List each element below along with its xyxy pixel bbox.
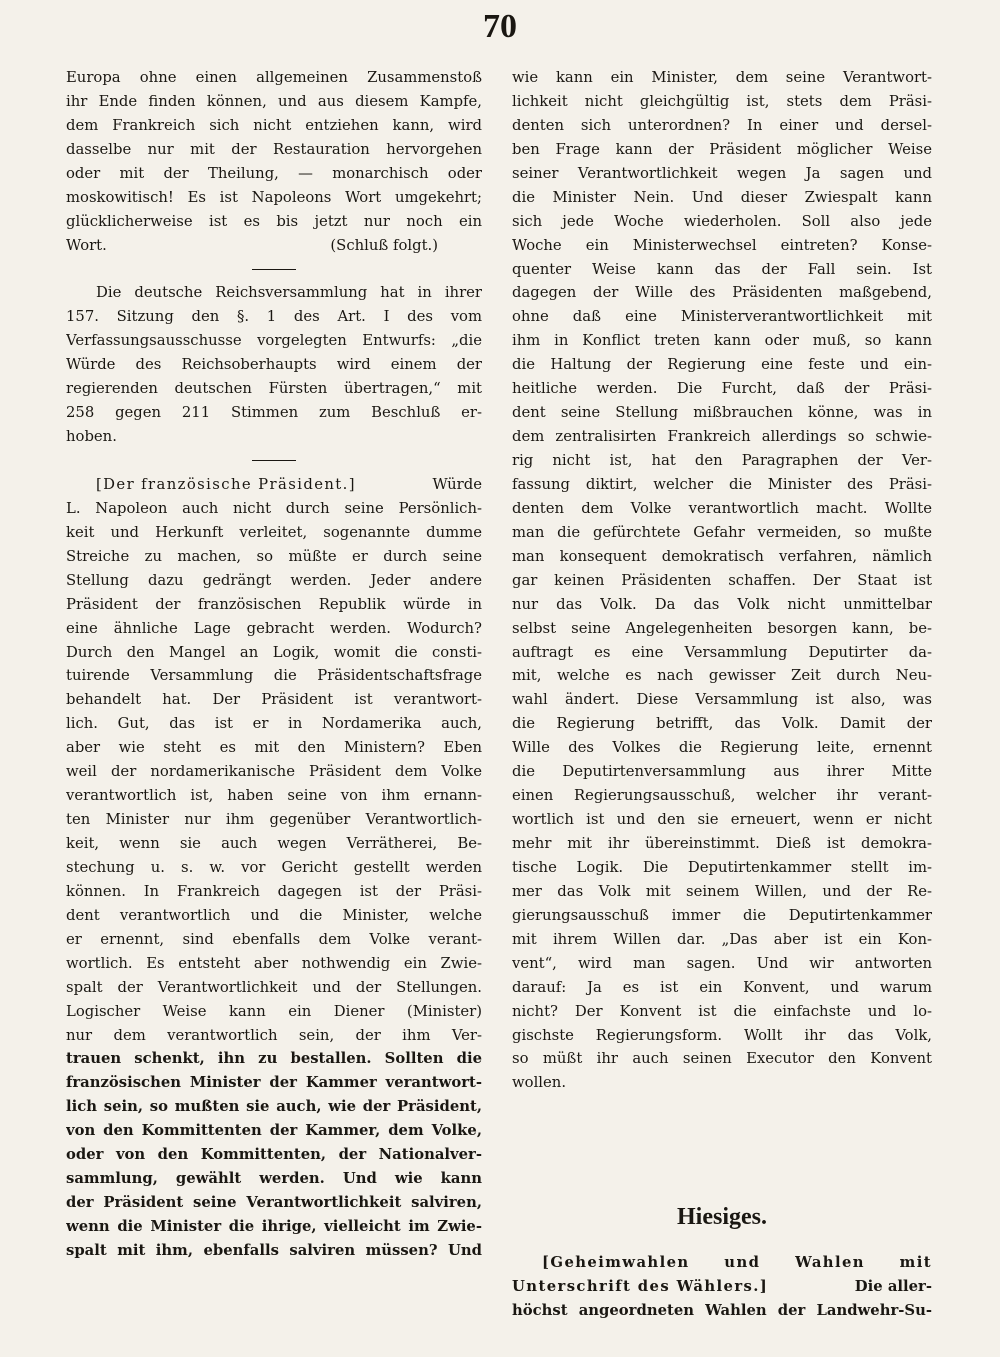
text-line: spalt der Verantwortlichkeit und der Stellungen. (66, 978, 482, 996)
text-line: wahl ändert. Diese Versammlung ist also, was (512, 691, 932, 709)
text-line: weil der nordamerikanische Präsident dem Volke (66, 763, 482, 781)
text-line: 258 gegen 211 Stimmen zum Beschluß er- (66, 404, 482, 422)
text-line: Streiche zu machen, so müßte er durch seine (66, 547, 482, 565)
text-line: Woche ein Ministerwechsel eintreten? Konse- (512, 236, 932, 254)
text-line: mit ihrem Willen dar. „Das aber ist ein Kon- (512, 930, 932, 948)
text-line: dem zentralisirten Frankreich allerdings so schwie- (512, 428, 932, 446)
section-heading: Hiesiges. (677, 1204, 767, 1231)
text-line: mer das Volk mit seinem Willen, und der Re- (512, 882, 932, 900)
text-line: ben Frage kann der Präsident möglicher Weise (512, 140, 932, 158)
text-line: dent verantwortlich und die Minister, welche (66, 906, 482, 924)
text-line: rig nicht ist, hat den Paragraphen der Ver- (512, 452, 932, 469)
text-line: trauen schenkt, ihn zu bestallen. Sollten die (66, 1050, 482, 1068)
section-divider (66, 258, 482, 282)
text-fragment: Würde (432, 475, 482, 493)
text-line: die Haltung der Regierung eine feste und ein- (512, 356, 932, 374)
text-line: Verfassungsausschusse vorgelegten Entwurfs: „die (66, 332, 482, 350)
text-line: spalt mit ihm, ebenfalls salviren müssen? Und (66, 1241, 482, 1259)
text-line: Europa ohne einen allgemeinen Zusammenstoß (66, 69, 482, 86)
text-line: Präsident der französischen Republik würde in (66, 595, 482, 613)
left-column (66, 66, 482, 1263)
text-line: verantwortlich ist, haben seine von ihm ernann- (66, 787, 482, 805)
text-line (66, 234, 482, 258)
text-line: die Deputirtenversammlung aus ihrer Mitte (512, 763, 932, 781)
text-line: die Minister Nein. Und dieser Zwiespalt kann (512, 188, 932, 206)
text-line (512, 1275, 932, 1299)
text-line: ohne daß eine Ministerverantwortlichkeit mit (512, 308, 932, 326)
text-line: dasselbe nur mit der Restauration hervorgehen (66, 140, 482, 158)
text-line: so müßt ihr auch seinen Executor den Konvent (512, 1050, 932, 1068)
text-line: mit, welche es nach gewisser Zeit durch Neu- (512, 667, 932, 685)
article-heading: [Geheimwahlen und Wahlen mit (542, 1254, 932, 1272)
text-line: behandelt hat. Der Präsident ist verantwort- (66, 691, 482, 709)
text-line: Würde des Reichsoberhaupts wird einem der (66, 356, 482, 374)
text-line: Wille des Volkes die Regierung leite, ernennt (512, 739, 932, 757)
text-line: aber wie steht es mit den Ministern? Eben (66, 739, 482, 757)
text-line: man die gefürchtete Gefahr vermeiden, so mußte (512, 523, 932, 541)
text-line: lich sein, so mußten sie auch, wie der Präsident, (66, 1098, 482, 1116)
text-line: keit, wenn sie auch wegen Verrätherei, Be- (66, 835, 482, 852)
text-line: wollen. (512, 1074, 567, 1092)
text-line: darauf: Ja es ist ein Konvent, und warum (512, 978, 932, 996)
text-line: heitliche werden. Die Furcht, daß der Präsi- (512, 380, 932, 398)
text-fragment: Die aller- (854, 1278, 932, 1296)
text-line: 157. Sitzung den §. 1 des Art. I des vom (66, 308, 482, 326)
text-line: höchst angeordneten Wahlen der Landwehr-Su- (512, 1302, 932, 1320)
text-line: quenter Weise kann das der Fall sein. Ist (512, 260, 932, 278)
text-line: gischste Regierungsform. Wollt ihr das Volk, (512, 1026, 932, 1044)
text-line: selbst seine Angelegenheiten besorgen kann, be- (512, 619, 932, 637)
text-line: regierenden deutschen Fürsten übertragen,“ mit (66, 380, 482, 398)
text-line: nur dem verantwortlich sein, der ihm Ver- (66, 1026, 482, 1044)
text-line (66, 473, 482, 497)
text-line: fassung diktirt, welcher die Minister des Präsi- (512, 475, 932, 493)
text-line: einen Regierungsausschuß, welcher ihr verant- (512, 787, 932, 805)
text-line: seiner Verantwortlichkeit wegen Ja sagen und (512, 164, 932, 182)
text-line: lichkeit nicht gleichgültig ist, stets dem Präsi- (512, 92, 932, 110)
article-heading: [Der französische Präsident.] (96, 475, 356, 493)
text-line: sammlung, gewählt werden. Und wie kann (66, 1170, 482, 1188)
text-line: lich. Gut, das ist er in Nordamerika auch, (66, 715, 482, 733)
article-heading: Unterschrift des Wählers.] (512, 1278, 769, 1296)
text-line: Stellung dazu gedrängt werden. Jeder andere (66, 571, 482, 589)
text-line: wortlich. Es entsteht aber nothwendig ein Zwie- (66, 954, 482, 972)
text-line: mehr mit ihr übereinstimmt. Dieß ist demokra- (512, 835, 932, 852)
text-line: keit und Herkunft verleitet, sogenannte dumme (66, 523, 482, 541)
text-line: glücklicherweise ist es bis jetzt nur noch ein (66, 212, 482, 230)
text-line: wie kann ein Minister, dem seine Verantwort- (512, 69, 932, 86)
text-line: ihr Ende finden können, und aus diesem Kampfe, (66, 92, 482, 110)
text-line: der Präsident seine Verantwortlichkeit salviren, (66, 1194, 482, 1212)
text-line: wenn die Minister die ihrige, vielleicht im Zwie- (66, 1218, 482, 1235)
text-line: Logischer Weise kann ein Diener (Minister) (66, 1002, 482, 1020)
text-line: Durch den Mangel an Logik, womit die consti- (66, 643, 482, 661)
text-line: hoben. (66, 428, 117, 446)
text-line: die Regierung betrifft, das Volk. Damit der (512, 715, 932, 733)
text-line: dagegen der Wille des Präsidenten maßgebend, (512, 284, 932, 302)
text-line: stechung u. s. w. vor Gericht gestellt werden (66, 858, 482, 876)
text-line: denten sich unterordnen? In einer und dersel- (512, 116, 932, 134)
text-line: ihm in Konflict treten kann oder muß, so kann (512, 332, 932, 350)
text-line: denten dem Volke verantwortlich macht. Wollte (512, 499, 932, 517)
text-line: nicht? Der Konvent ist die einfachste und lo- (512, 1002, 932, 1020)
text-line: Die deutsche Reichsversammlung hat in ihrer (96, 284, 482, 302)
text-line: man konsequent demokratisch verfahren, nämlich (512, 547, 932, 565)
text-line: nur das Volk. Da das Volk nicht unmittelbar (512, 595, 932, 613)
text-line: eine ähnliche Lage gebracht werden. Wodurch? (66, 619, 482, 637)
text-fragment: Wort. (66, 236, 107, 254)
right-column (512, 66, 932, 1323)
text-line: er ernennt, sind ebenfalls dem Volke verant- (66, 930, 482, 948)
text-line: gar keinen Präsidenten schaffen. Der Staat ist (512, 571, 932, 589)
page-number: 70 (483, 8, 517, 45)
text-line: dent seine Stellung mißbrauchen könne, was in (512, 404, 932, 422)
text-line: dem Frankreich sich nicht entziehen kann, wird (66, 116, 482, 134)
text-line: oder von den Kommittenten, der Nationalver- (66, 1146, 482, 1164)
text-line: oder mit der Theilung, — monarchisch oder (66, 164, 482, 182)
text-line: moskowitisch! Es ist Napoleons Wort umgekehrt; (66, 188, 482, 206)
text-line: wortlich ist und den sie erneuert, wenn er nicht (512, 811, 932, 829)
section-divider (66, 449, 482, 473)
text-line: auftragt es eine Versammlung Deputirter da- (512, 643, 932, 661)
text-line: können. In Frankreich dagegen ist der Präsi- (66, 882, 482, 900)
text-line: ten Minister nur ihm gegenüber Verantwortlich- (66, 811, 482, 829)
text-line: tische Logik. Die Deputirtenkammer stellt im- (512, 858, 932, 876)
text-line: vent“, wird man sagen. Und wir antworten (512, 954, 932, 972)
text-line: gierungsausschuß immer die Deputirtenkammer (512, 906, 932, 924)
continuation-note: (Schluß folgt.) (330, 236, 438, 254)
text-line: französischen Minister der Kammer verantwort- (66, 1074, 482, 1092)
text-line: sich jede Woche wiederholen. Soll also jede (512, 212, 932, 230)
text-line: von den Kommittenten der Kammer, dem Volke, (66, 1122, 482, 1140)
text-line: L. Napoleon auch nicht durch seine Persönlich- (66, 499, 482, 517)
text-line: tuirende Versammlung die Präsidentschaftsfrage (66, 667, 482, 685)
blank-space (512, 1095, 932, 1191)
